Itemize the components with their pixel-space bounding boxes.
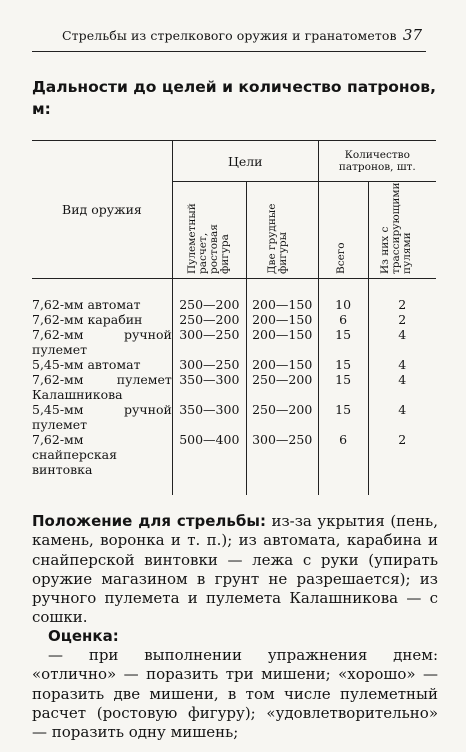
target2-cell: 300—250 (246, 432, 318, 477)
weapon-cell: 7,62-мм снайперская винтовка (32, 432, 117, 477)
sub-tracer-header: Из них с трассирующими пулями (379, 182, 414, 274)
grading-label: Оценка: (48, 627, 119, 645)
table-row (32, 372, 436, 402)
total-cell: 6 (318, 432, 368, 477)
total-cell: 15 (318, 327, 368, 357)
total-cell: 15 (318, 357, 368, 372)
weapon-cell: 7,62-мм пулемет Калашникова (32, 372, 172, 402)
target1-cell: 350—300 (172, 372, 246, 402)
total-cell: 6 (318, 312, 368, 327)
table-row (32, 432, 436, 477)
target1-cell: 500—400 (172, 432, 246, 477)
running-title: Стрельбы из стрелкового оружия и гранатометов (62, 28, 397, 43)
weapon-cell: 5,45-мм автомат (32, 357, 141, 372)
sub-total-header: Всего (335, 242, 348, 274)
ranges-table (32, 140, 436, 495)
target2-cell: 200—150 (246, 357, 318, 372)
target1-cell: 250—200 (172, 297, 246, 312)
weapon-cell: 7,62-мм карабин (32, 312, 143, 327)
weapon-cell: 7,62-мм ручной пулемет (32, 327, 172, 357)
table-row (32, 297, 436, 312)
tracer-cell: 4 (368, 372, 436, 402)
tracer-cell: 4 (368, 327, 436, 357)
position-text: из-за укрытия (пень, камень, воронка и т. п.); из автомата, карабина и снайперской винтовки — лежа с руки (упирать оружие магазином в грунт не разрешается); из ручного пулемета и пулемета Калашникова — с сошки. (32, 512, 438, 627)
tracer-cell: 2 (368, 312, 436, 327)
table-row (32, 312, 436, 327)
grading-text: — при выполнении упражнения днем: «отлично» — поразить три мишени; «хорошо» — поразить две мишени, в том числе пулеметный расчет (ростовую фигуру); «удовлетворительно» — поразить одну мишень; (32, 646, 438, 742)
page-number: 37 (402, 26, 422, 44)
col-targets-header: Цели (172, 141, 318, 182)
sub-target1-header: Пулеметный расчет, ростовая фигура (186, 203, 232, 274)
target2-cell: 250—200 (246, 372, 318, 402)
target1-cell: 300—250 (172, 357, 246, 372)
position-paragraph (32, 512, 438, 628)
target1-cell: 350—300 (172, 402, 246, 432)
weapon-cell: 5,45-мм ручной пулемет (32, 402, 172, 432)
header-rule (32, 51, 426, 52)
table-row (32, 327, 436, 357)
target2-cell: 250—200 (246, 402, 318, 432)
total-cell: 15 (318, 372, 368, 402)
total-cell: 10 (318, 297, 368, 312)
position-label: Положение для стрельбы: (32, 512, 266, 530)
target2-cell: 200—150 (246, 327, 318, 357)
table-row (32, 402, 436, 432)
table-row (32, 357, 436, 372)
target1-cell: 250—200 (172, 312, 246, 327)
target1-cell: 300—250 (172, 327, 246, 357)
grading-label-line (32, 627, 438, 646)
col-weapon-header: Вид оружия (32, 141, 172, 279)
total-cell: 15 (318, 402, 368, 432)
sub-target2-header: Две грудные фигуры (266, 203, 290, 274)
tracer-cell: 4 (368, 402, 436, 432)
section-title: Дальности до целей и количество патронов, м: (32, 78, 436, 118)
col-ammo-header: Количество патронов, шт. (318, 141, 436, 182)
target2-cell: 200—150 (246, 312, 318, 327)
tracer-cell: 2 (368, 297, 436, 312)
tracer-cell: 4 (368, 357, 436, 372)
weapon-cell: 7,62-мм автомат (32, 297, 141, 312)
target2-cell: 200—150 (246, 297, 318, 312)
tracer-cell: 2 (368, 432, 436, 477)
